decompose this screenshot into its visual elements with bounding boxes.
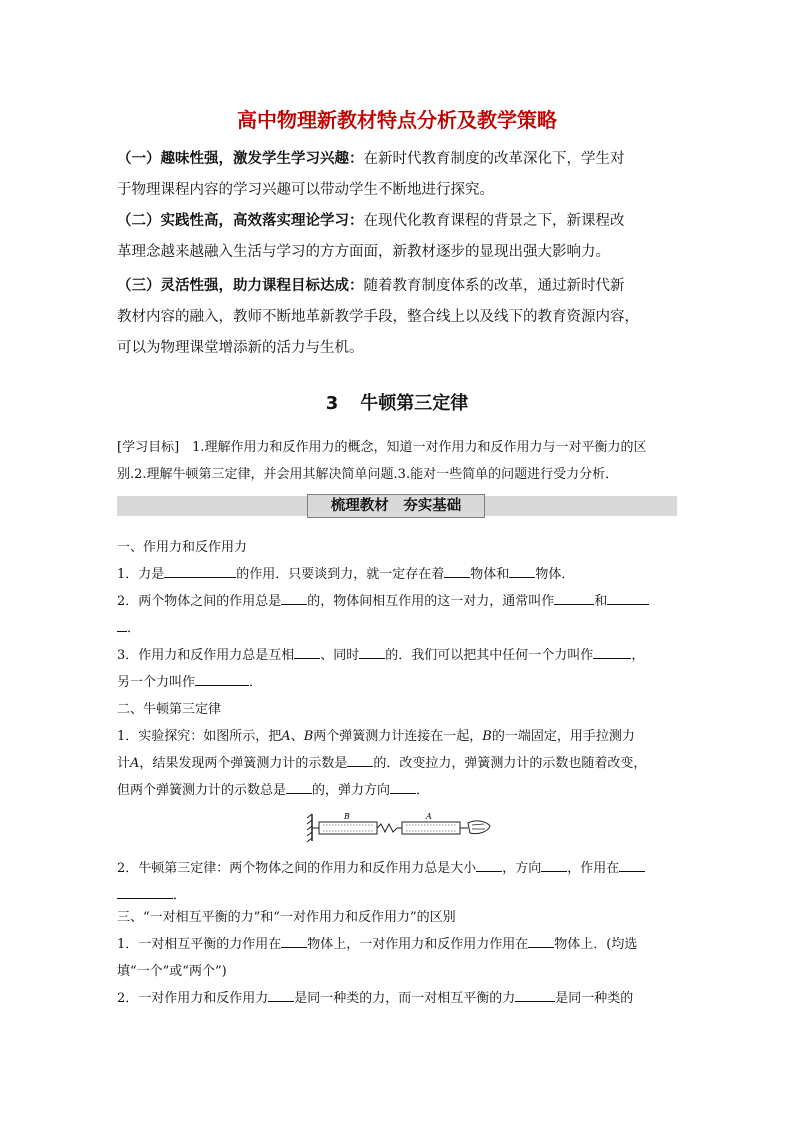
part3-heading: 三、“一对相互平衡的力”和“一对作用力和反作用力”的区别: [117, 910, 456, 925]
intro-text: 在新时代教育制度的改革深化下，学生对: [363, 151, 625, 167]
intro-paragraph-3: [117, 270, 677, 364]
part2-question-1: 1．实验探究：如图所示，把A、B两个弹簧测力计连接在一起，B的一端固定，用手拉测力: [117, 729, 635, 744]
answer-blank[interactable]: [117, 884, 173, 899]
answer-blank[interactable]: [117, 617, 127, 632]
intro-text: 在现代化教育课程的背景之下，新课程改: [363, 213, 625, 229]
spring-scale-a: [402, 822, 460, 834]
intro-paragraph-1: [117, 143, 677, 206]
part-3: [117, 904, 677, 1012]
spring-scale-b: [319, 822, 377, 834]
document-title: 高中物理新教材特点分析及教学策略: [237, 108, 557, 132]
answer-blank[interactable]: [541, 857, 567, 872]
section-name: 牛顿第三定律: [360, 393, 469, 414]
answer-blank[interactable]: [268, 987, 294, 1002]
part3-question-2: 2．一对作用力和反作用力 是同一种类的力，而一对相互平衡的力 是同一种类的: [117, 985, 677, 1012]
answer-blank[interactable]: [347, 752, 373, 767]
part1-question-3: 3．作用力和反作用力总是互相 、同时 的．我们可以把其中任何一个力叫作 ，: [117, 642, 677, 669]
answer-blank[interactable]: [619, 857, 645, 872]
banner-label: 梳理教材 夯实基础: [307, 494, 485, 518]
section-title: [0, 389, 794, 415]
part2-question-1-cont2: 但两个弹簧测力计的示数总是 的，弹力方向 ．: [117, 777, 677, 804]
answer-blank[interactable]: [528, 933, 554, 948]
intro-line: 于物理课程内容的学习兴趣可以带动学生不断地进行探究。: [117, 182, 494, 198]
answer-blank[interactable]: [509, 563, 535, 578]
part2-question-2: 2．牛顿第三定律：两个物体之间的作用力和反作用力总是大小 ，方向 ，作用在: [117, 855, 677, 882]
intro-text: 随着教育制度体系的改革，通过新时代新: [363, 278, 625, 294]
answer-blank[interactable]: [281, 933, 307, 948]
intro-line: 可以为物理课堂增添新的活力与生机。: [117, 340, 364, 356]
answer-blank[interactable]: [359, 644, 385, 659]
answer-blank[interactable]: [390, 779, 416, 794]
intro-line: [117, 143, 677, 175]
answer-blank[interactable]: [286, 779, 312, 794]
answer-blank[interactable]: [294, 644, 320, 659]
part1-question-2: 2．两个物体之间的作用总是 的，物体间相互作用的这一对力，通常叫作 和: [117, 588, 677, 615]
part3-question-1-cont: 填“一个”或“两个”): [117, 964, 227, 979]
intro-line: 革理念越来越融入生活与学习的方方面面，新教材逐步的显现出强大影响力。: [117, 244, 610, 260]
goals-line-1: [学习目标] 1.理解作用力和反作用力的概念，知道一对作用力和反作用力与一对平衡力的区: [117, 440, 647, 455]
section-number: 3: [325, 393, 339, 414]
goals-line-2: 别.2.理解牛顿第三定律，并会用其解决简单问题.3.能对一些简单的问题进行受力分析．: [117, 467, 619, 482]
answer-blank[interactable]: [281, 590, 307, 605]
intro-line: [117, 270, 677, 302]
hand-icon: [468, 821, 490, 834]
answer-blank[interactable]: [444, 563, 470, 578]
answer-blank[interactable]: [593, 644, 631, 659]
part1-heading: 一、作用力和反作用力: [117, 540, 248, 555]
answer-blank[interactable]: [515, 987, 555, 1002]
part1-question-1: 1．力是 的作用．只要谈到力，就一定存在着 物体和 物体．: [117, 561, 677, 588]
part2-question-1-cont: 计A，结果发现两个弹簧测力计的示数是 的．改变拉力，弹簧测力计的示数也随着改变，: [117, 750, 677, 777]
part2-heading: 二、牛顿第三定律: [117, 702, 222, 717]
intro-line: [117, 205, 677, 237]
answer-blank[interactable]: [554, 590, 594, 605]
answer-blank[interactable]: [195, 671, 249, 686]
answer-blank[interactable]: [607, 590, 649, 605]
part2-question-2-cont: ．: [117, 882, 677, 909]
part1-question-3-cont: 另一个力叫作 ．: [117, 669, 677, 696]
spring-scale-figure: [302, 811, 492, 843]
intro-lead: （二）实践性高，高效落实理论学习：: [117, 212, 364, 229]
intro-paragraph-2: [117, 205, 677, 268]
connector: [377, 824, 397, 832]
label-b: B: [344, 812, 350, 821]
answer-blank[interactable]: [164, 563, 236, 578]
label-a: A: [426, 812, 432, 821]
part3-question-1: 1．一对相互平衡的力作用在 物体上，一对作用力和反作用力作用在 物体上．(均选: [117, 931, 677, 958]
learning-goals: [117, 434, 677, 488]
part-1: [117, 534, 677, 804]
part1-question-2-cont: ．: [117, 615, 677, 642]
intro-lead: （三）灵活性强，助力课程目标达成：: [117, 277, 364, 294]
answer-blank[interactable]: [476, 857, 502, 872]
intro-line: 教材内容的融入，教师不断地革新教学手段，整合线上以及线下的教育资源内容，: [117, 309, 639, 325]
part-2-cont: [117, 855, 677, 909]
intro-lead: （一）趣味性强，激发学生学习兴趣：: [117, 150, 364, 167]
